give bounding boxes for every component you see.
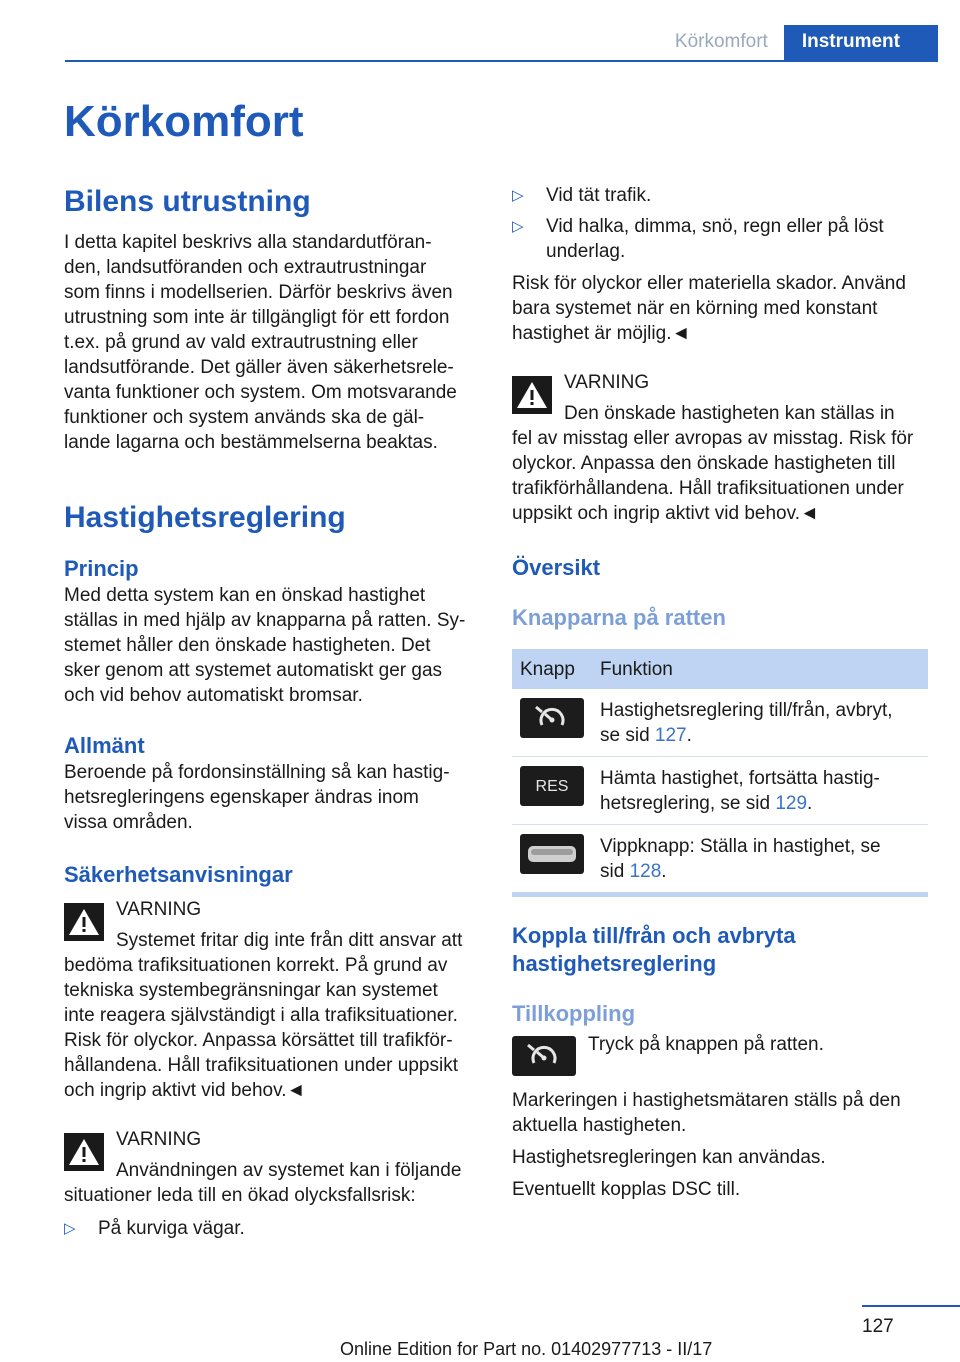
text-line: Hastighetsreglering till/från, avbryt, — [600, 700, 893, 721]
header-section-tab: Instrument — [784, 25, 938, 61]
table-row — [512, 825, 928, 893]
text-line: den, landsutföranden och extrautrustningar — [64, 257, 427, 278]
bullet-item — [64, 1216, 482, 1241]
text-line: underlag. — [546, 241, 626, 262]
text-line: landsutförande. Det gäller även säkerhetsrele- — [64, 357, 454, 378]
text-line: vanta funktioner och system. Om motsvarande — [64, 382, 457, 403]
text-line: utrustning som inte är tillgängligt för ett fordon — [64, 307, 450, 328]
activation-text: Tryck på knappen på ratten. — [588, 1034, 824, 1055]
warning-box-1 — [64, 897, 482, 1103]
warning-first-line: Användningen av systemet kan i följande — [116, 1160, 462, 1181]
table-cell-key — [512, 825, 592, 893]
text-line: Risk för olyckor eller materiella skador. Använd — [512, 273, 906, 294]
dsc-text: Eventuellt kopplas DSC till. — [512, 1179, 741, 1200]
chapter-title: Körkomfort — [64, 97, 304, 146]
page-link[interactable]: 127 — [654, 725, 687, 746]
general-heading: Allmänt — [64, 733, 145, 758]
risk-paragraph — [512, 271, 928, 346]
text-line: I detta kapitel beskrivs alla standardutföran- — [64, 232, 432, 253]
activation-row — [512, 1036, 928, 1076]
text-line: Markeringen i hastighetsmätaren ställs på den — [512, 1090, 901, 1111]
bullet-triangle-icon: ▷ — [512, 218, 524, 235]
table-footer-bar — [512, 892, 928, 897]
text-line: funktioner och system används ska de gäl- — [64, 407, 425, 428]
text-line: olyckor. Anpassa den önskade hastigheten till — [512, 453, 896, 474]
warning-triangle-icon — [512, 376, 552, 414]
page-number: 127 — [862, 1316, 894, 1337]
text-line: aktuella hastigheten. — [512, 1115, 687, 1136]
bullet-text: På kurviga vägar. — [98, 1218, 245, 1239]
text-line: uppsikt och ingrip aktivt vid behov.◄ — [512, 503, 819, 524]
heading-line: Koppla till/från och avbryta — [512, 923, 796, 948]
warning-first-line: Systemet fritar dig inte från ditt ansvar att — [116, 930, 463, 951]
bullet-triangle-icon: ▷ — [512, 187, 524, 204]
text-line: t.ex. på grund av vald extrautrustning eller — [64, 332, 418, 353]
warning-label: VARNING — [116, 1129, 202, 1150]
cruise-control-heading: Hastighetsreglering — [64, 501, 346, 534]
text-line: Vid halka, dimma, snö, regn eller på löst — [546, 216, 884, 237]
table-cell-function — [592, 689, 928, 757]
bullet-text: Vid tät trafik. — [546, 185, 652, 206]
bullet-text — [546, 214, 884, 264]
page-link[interactable]: 128 — [629, 861, 662, 882]
text-line: bara systemet när en körning med konstant — [512, 298, 878, 319]
text-line: hållandena. Håll trafiksituationen under uppsikt — [64, 1055, 458, 1076]
text-line: vissa områden. — [64, 812, 193, 833]
warning-first-line: Den önskade hastigheten kan ställas in — [564, 403, 895, 424]
overview-heading: Översikt — [512, 555, 601, 580]
principle-paragraph — [64, 583, 482, 708]
text-line: se sid — [600, 725, 655, 746]
bullet-triangle-icon: ▷ — [64, 1220, 76, 1237]
cruise-control-button-icon — [512, 1036, 576, 1076]
header-tabs — [659, 25, 938, 61]
switch-on-off-heading — [512, 922, 928, 978]
text-line: sid — [600, 861, 630, 882]
header-chapter-tab: Körkomfort — [674, 31, 768, 52]
text-line: Hämta hastighet, fortsätta hastig- — [600, 768, 880, 789]
marking-paragraph — [512, 1088, 928, 1138]
rocker-switch-icon — [520, 834, 584, 874]
warning-box-2 — [64, 1127, 482, 1208]
table-header-row — [512, 649, 928, 689]
text-line: hetsregleringens egenskaper ändras inom — [64, 787, 419, 808]
text-line: stemet håller den önskade hastigheten. Det — [64, 635, 431, 656]
text-line: som finns i modellserien. Därför beskrivs även — [64, 282, 453, 303]
text-line: och vid behov automatiskt bromsar. — [64, 685, 363, 706]
text-line: ställas in med hjälp av knapparna på ratten. Sy- — [64, 610, 466, 631]
bullet-item — [512, 183, 928, 208]
bullet-item — [512, 214, 928, 264]
warning-label: VARNING — [116, 899, 202, 920]
text-line: lande lagarna och bestämmelserna beaktas. — [64, 432, 438, 453]
header-rule — [65, 60, 938, 62]
table-header-key: Knapp — [512, 649, 592, 689]
text-line: situationer leda till en ökad olycksfallsrisk: — [64, 1185, 416, 1206]
safety-heading: Säkerhetsanvisningar — [64, 862, 293, 887]
table-cell-function — [592, 825, 928, 893]
text-line: hastighet är möjlig.◄ — [512, 323, 691, 344]
speedometer-icon — [524, 1041, 564, 1071]
table-header-function: Funktion — [592, 649, 928, 689]
text-line: sker genom att systemet automatiskt ger gas — [64, 660, 443, 681]
warning-triangle-icon — [64, 1133, 104, 1171]
equipment-paragraph — [64, 230, 482, 455]
table-cell-function — [592, 757, 928, 825]
footer-rule — [862, 1305, 960, 1307]
principle-heading: Princip — [64, 556, 139, 581]
warning-triangle-icon — [64, 903, 104, 941]
text-line: . — [807, 793, 813, 814]
right-column — [512, 183, 928, 1202]
text-line: Risk för olyckor. Anpassa körsättet till trafikför- — [64, 1030, 453, 1051]
buttons-heading: Knapparna på ratten — [512, 605, 726, 630]
text-line: Vippknapp: Ställa in hastighet, se — [600, 836, 881, 857]
table-row — [512, 757, 928, 825]
text-line: tekniska systembegränsningar kan systemet — [64, 980, 438, 1001]
cruise-control-button-icon — [520, 698, 584, 738]
warning-box-3 — [512, 370, 928, 526]
text-line: . — [686, 725, 692, 746]
resume-button-icon: RES — [520, 766, 584, 806]
equipment-heading: Bilens utrustning — [64, 185, 311, 218]
text-line: fel av misstag eller avropas av misstag. Risk för — [512, 428, 914, 449]
rocker-icon — [525, 839, 579, 869]
text-line: Beroende på fordonsinställning så kan hastig- — [64, 762, 450, 783]
text-line: Med detta system kan en önskad hastighet — [64, 585, 426, 606]
text-line: trafikförhållandena. Håll trafiksituationen under — [512, 478, 904, 499]
text-line: bedöma trafiksituationen korrekt. På grund av — [64, 955, 448, 976]
table-cell-key — [512, 757, 592, 825]
text-line: inte reagera självständigt i alla trafiksituationer. — [64, 1005, 458, 1026]
usable-text: Hastighetsregleringen kan användas. — [512, 1147, 826, 1168]
text-line: hetsreglering, se sid — [600, 793, 776, 814]
activation-heading: Tillkoppling — [512, 1001, 636, 1026]
general-paragraph — [64, 760, 482, 835]
speedometer-icon — [532, 703, 572, 733]
left-column — [64, 183, 482, 1241]
buttons-table — [512, 649, 928, 892]
edition-footer: Online Edition for Part no. 01402977713 - II/17 — [340, 1339, 713, 1359]
text-line: och ingrip aktivt vid behov.◄ — [64, 1080, 306, 1101]
table-cell-key — [512, 689, 592, 757]
warning-label: VARNING — [564, 372, 650, 393]
text-line: . — [661, 861, 667, 882]
table-row — [512, 689, 928, 757]
heading-line: hastighetsreglering — [512, 951, 717, 976]
page-link[interactable]: 129 — [775, 793, 808, 814]
